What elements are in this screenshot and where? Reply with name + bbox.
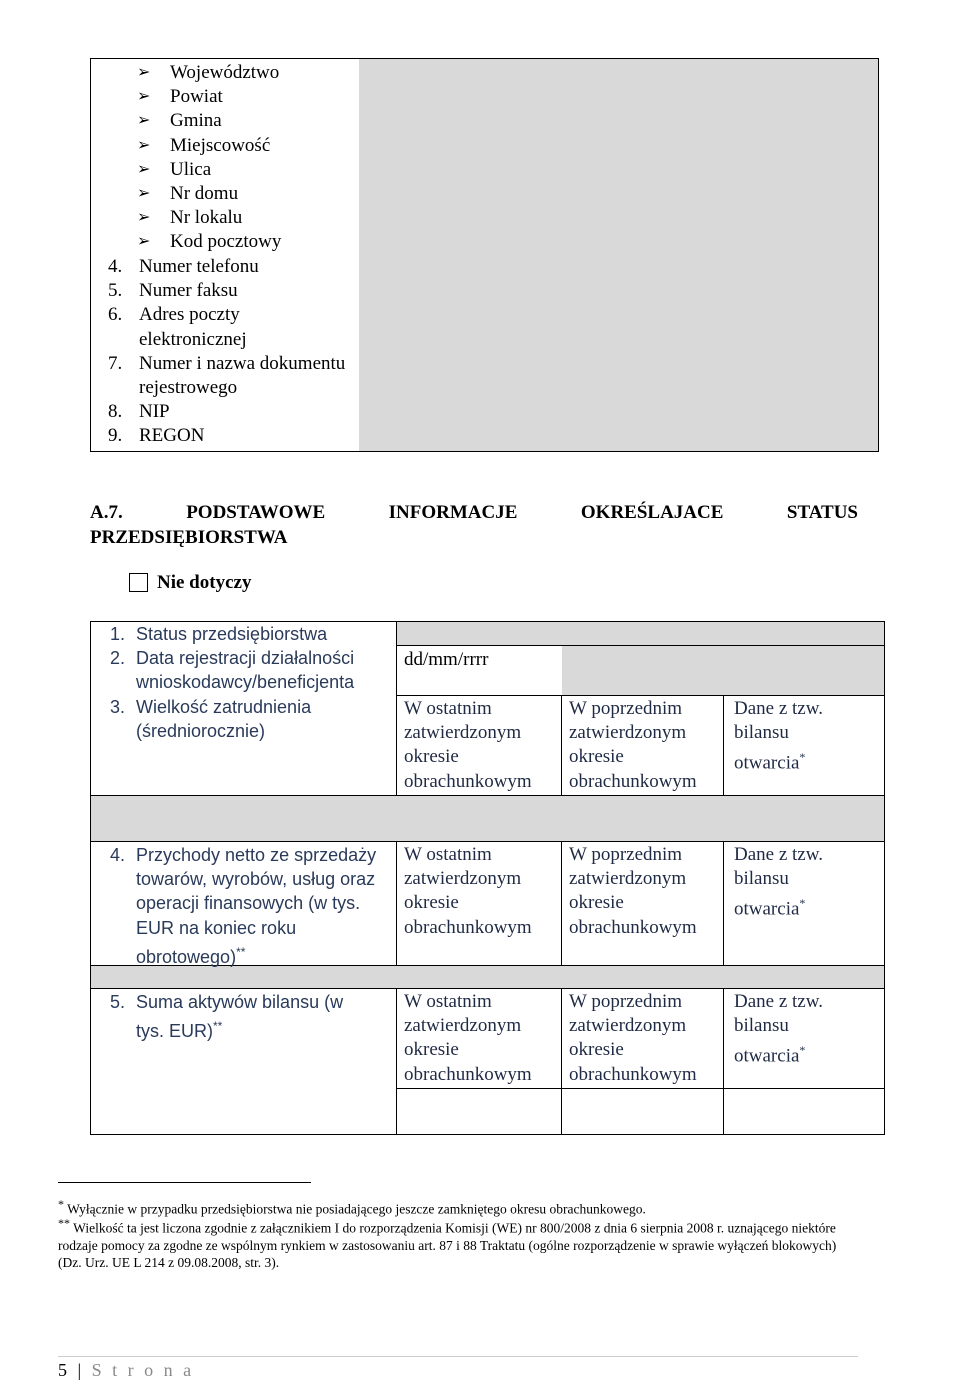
- row5-col-open: Dane z tzw. bilansu otwarcia*: [734, 991, 823, 1067]
- divider: [90, 841, 885, 842]
- registration-date-value[interactable]: dd/mm/rrrr: [404, 649, 489, 670]
- list-item: 3. Wielkość zatrudnienia (średniorocznie): [110, 696, 312, 741]
- list-item: 9. REGON: [108, 425, 205, 447]
- arrow-bullet-icon: ➢: [137, 88, 151, 106]
- divider: [396, 841, 397, 965]
- list-item: ➢ Województwo: [137, 61, 281, 85]
- list-item: ➢ Ulica: [137, 158, 281, 182]
- divider: [561, 988, 562, 1135]
- arrow-bullet-icon: ➢: [137, 112, 151, 130]
- footer-rule: [58, 1356, 858, 1357]
- footnote-1: * Wyłącznie w przypadku przedsiębiorstwa nie posiadającego jeszcze zamkniętego okresu obrachunkowego.: [58, 1197, 646, 1217]
- arrow-bullet-icon: ➢: [137, 64, 151, 81]
- list-item: 6. Adres poczty elektronicznej: [108, 304, 247, 350]
- list-item: 5. Numer faksu: [108, 280, 238, 302]
- list-item: 7. Numer i nazwa dokumentu rejestrowego: [108, 352, 346, 399]
- divider: [396, 621, 397, 795]
- divider: [90, 988, 885, 989]
- list-item: ➢ Nr domu: [137, 182, 281, 206]
- section-heading: A.7. PODSTAWOWE INFORMACJE OKREŚLAJACE STATUS PRZEDSIĘBIORSTWA: [90, 502, 858, 548]
- page-separator: |: [77, 1360, 85, 1380]
- list-item: ➢ Miejscowość: [137, 134, 281, 158]
- arrow-bullet-icon: ➢: [137, 209, 151, 227]
- divider: [396, 988, 397, 1135]
- row5-col-prev: W poprzednim zatwierdzonym okresie obrachunkowym: [569, 991, 697, 1085]
- list-item: ➢ Nr lokalu: [137, 206, 281, 230]
- divider: [396, 1088, 885, 1089]
- divider: [396, 645, 885, 646]
- row3-col-last: W ostatnim zatwierdzonym okresie obrachunkowym: [404, 698, 532, 792]
- divider: [723, 988, 724, 1135]
- row4-col-prev: W poprzednim zatwierdzonym okresie obrachunkowym: [569, 844, 697, 938]
- list-item: ➢ Kod pocztowy: [137, 230, 281, 254]
- row5-label: [110, 990, 372, 1043]
- row3-col-prev: W poprzednim zatwierdzonym okresie obrachunkowym: [569, 698, 697, 792]
- not-applicable-label: Nie dotyczy: [157, 572, 252, 593]
- row3-col-open: Dane z tzw. bilansu otwarcia*: [734, 698, 823, 774]
- page-footer: [58, 1360, 194, 1381]
- divider: [561, 695, 562, 795]
- row4-col-open: Dane z tzw. bilansu otwarcia*: [734, 844, 823, 920]
- arrow-bullet-icon: ➢: [137, 185, 151, 203]
- divider: [723, 841, 724, 965]
- list-item: 8. NIP: [108, 401, 170, 423]
- list-item: ➢ Powiat: [137, 85, 281, 109]
- arrow-bullet-icon: ➢: [137, 136, 151, 154]
- divider: [396, 695, 885, 696]
- list-item: 5. Suma aktywów bilansu (w tys. EUR)**: [110, 992, 344, 1042]
- arrow-bullet-icon: ➢: [137, 160, 151, 178]
- row4-label: [110, 843, 392, 969]
- list-item: 2. Data rejestracji działalności wnioskodawcy/beneficjenta: [110, 648, 355, 693]
- row5-col-last: W ostatnim zatwierdzonym okresie obrachunkowym: [404, 991, 532, 1085]
- arrow-bullet-icon: ➢: [137, 233, 151, 251]
- divider: [561, 841, 562, 965]
- divider: [723, 695, 724, 795]
- page-number: 5: [58, 1360, 70, 1380]
- list-item: 4. Numer telefonu: [108, 256, 259, 277]
- row4-col-last: W ostatnim zatwierdzonym okresie obrachunkowym: [404, 844, 532, 938]
- divider: [90, 795, 885, 796]
- footnote-rule: [58, 1182, 311, 1183]
- footnote-2: ** Wielkość ta jest liczona zgodnie z załącznikiem I do rozporządzenia Komisji (WE) nr 800/2008 z dnia 6 sierpnia 2008 r. uznającego niektóre rodzaje pomocy za zgodne ze wspólnym rynkiem w zastosowaniu art. 87 i 88 Traktatu (ogólne rozporządzenie w sprawie wyłączeń blokowych) (Dz. Urz. UE L 214 z 09.08.2008, str. 3).: [58, 1216, 837, 1270]
- list-item: 4. Przychody netto ze sprzedaży towarów, wyrobów, usług oraz operacji finansowych (w tys. EUR na koniec roku obrotowego)**: [110, 845, 377, 967]
- rows-1-3-labels: [110, 622, 390, 743]
- list-item: 1. Status przedsiębiorstwa: [110, 624, 328, 644]
- list-item: ➢ Gmina: [137, 109, 281, 133]
- page-label: S t r o n a: [91, 1360, 195, 1380]
